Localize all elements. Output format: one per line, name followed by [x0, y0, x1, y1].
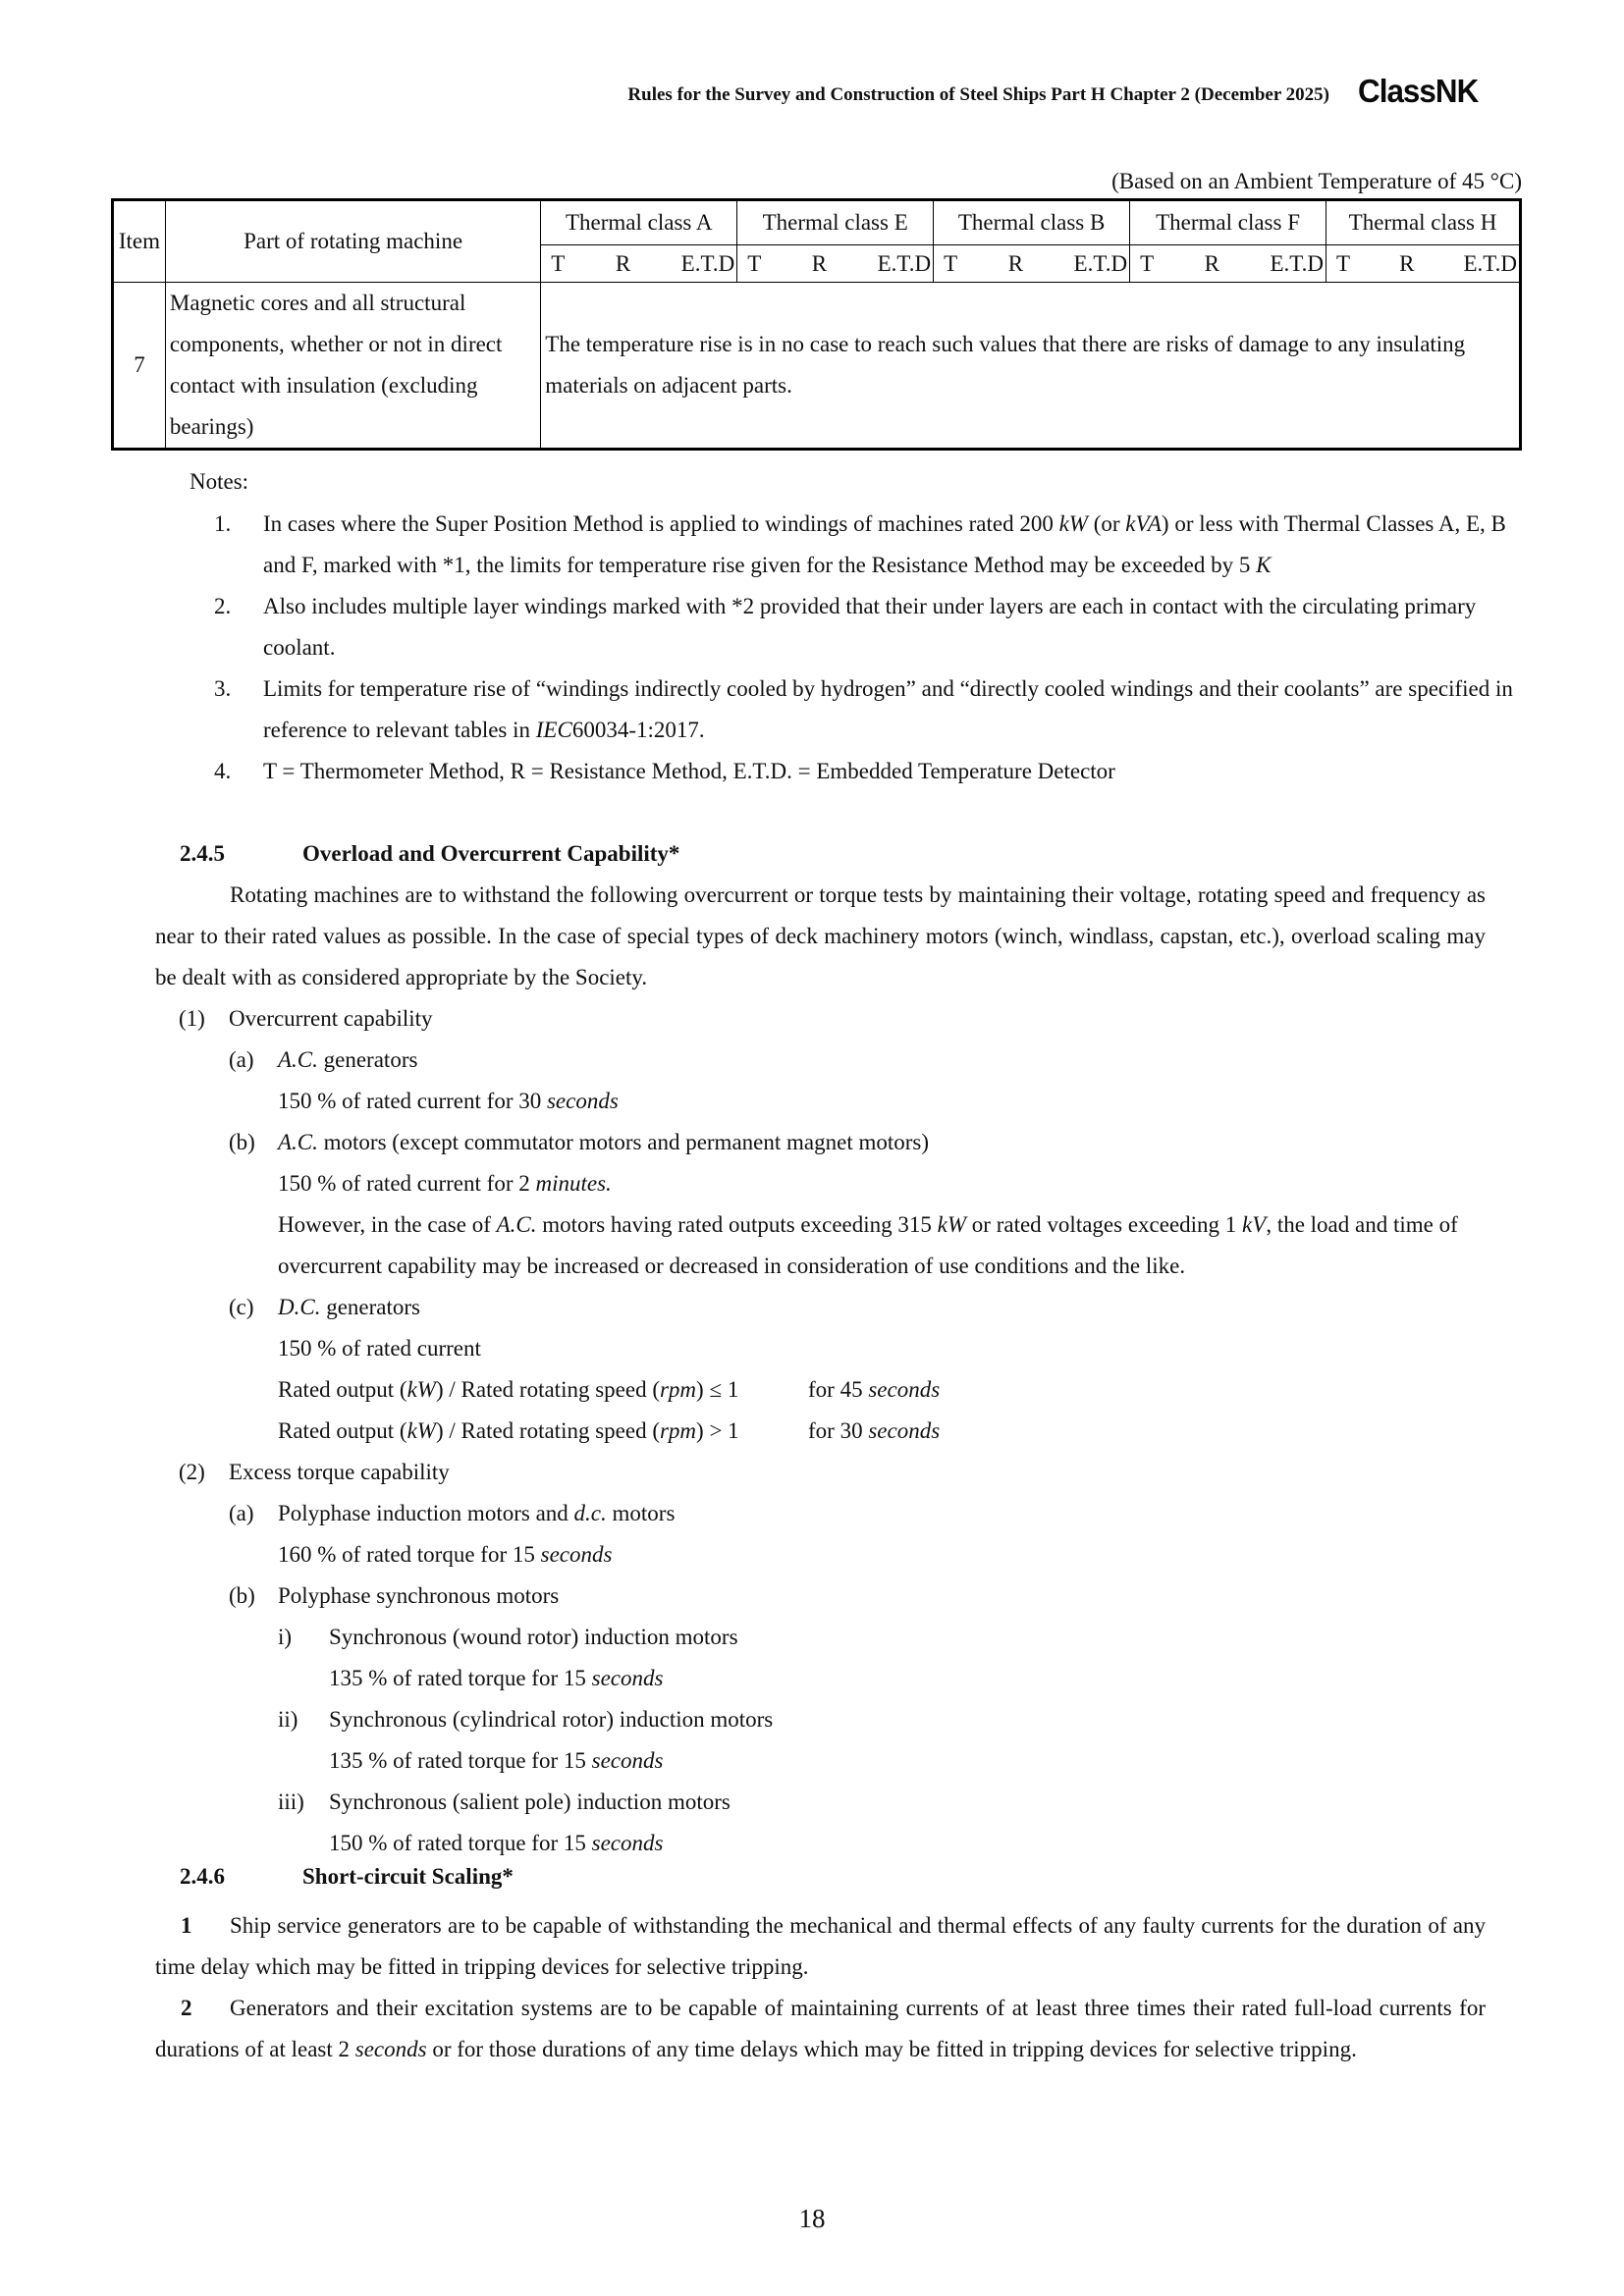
list-title: Excess torque capability	[229, 1460, 450, 1484]
header-thermal-class-b: Thermal class B	[934, 200, 1130, 245]
list-detail: 150 % of rated current for 2 minutes.	[278, 1171, 612, 1196]
list-number: iii)	[278, 1789, 304, 1814]
row-part-text: Magnetic cores and all structural components, whether or not in direct contact with insulation (excluding bearings)	[169, 291, 503, 439]
note-text: ) or less with Thermal Classes A, E, B and F, marked with *1, the limits for temperature rise given for the Resistance Method may be exceeded by 5	[263, 511, 1506, 577]
sub-etd: E.T.D	[1463, 250, 1517, 276]
note-text: Limits for temperature rise of “windings indirectly cooled by hydrogen” and “directly cooled windings and their coolants” are specified in reference to relevant tables in	[263, 676, 1513, 742]
list-number: (b)	[229, 1130, 255, 1154]
list-detail: 135 % of rated torque for 15 seconds	[329, 1666, 664, 1690]
header-thermal-class-a: Thermal class A	[541, 200, 737, 245]
list-detail: 150 % of rated current	[278, 1336, 481, 1361]
sub-t: T	[747, 250, 762, 276]
classnk-logo: ClassNK	[1358, 73, 1479, 109]
list-title: D.C. generators	[278, 1295, 420, 1319]
note-1	[214, 504, 1525, 586]
ratio-line-2: Rated output (kW) / Rated rotating speed (rpm) > 1	[278, 1418, 739, 1443]
subheader-class-b	[934, 245, 1130, 283]
paragraph-number: 1	[181, 1913, 192, 1938]
row-description-text: The temperature rise is in no case to reach such values that there are risks of damage to any insulating materials on adjacent parts.	[545, 332, 1466, 398]
list-title: Synchronous (salient pole) induction motors	[329, 1789, 731, 1814]
sub-etd: E.T.D	[1073, 250, 1128, 276]
subheader-class-h	[1326, 245, 1521, 283]
list-detail-paragraph: However, in the case of A.C. motors having rated outputs exceeding 315 kW or rated voltages exceeding 1 kV, the load and time of overcurrent capability may be increased or decreased in consideration of use conditions and the like.	[278, 1212, 1458, 1278]
sub-t: T	[1336, 250, 1351, 276]
notes-label: Notes:	[189, 469, 249, 494]
section-title-2-4-6: Short-circuit Scaling*	[302, 1864, 514, 1889]
note-3	[214, 668, 1525, 751]
sub-r: R	[1399, 250, 1415, 276]
page-number: 18	[798, 2204, 826, 2233]
list-title: A.C. motors (except commutator motors and permanent magnet motors)	[278, 1130, 930, 1154]
list-title: Synchronous (wound rotor) induction motors	[329, 1625, 738, 1649]
section-title-2-4-5: Overload and Overcurrent Capability*	[302, 841, 680, 866]
running-header-title: Rules for the Survey and Construction of Steel Ships Part H Chapter 2 (December 2025)	[627, 84, 1329, 105]
section-number-2-4-5: 2.4.5	[180, 841, 225, 866]
list-number: (c)	[229, 1295, 254, 1319]
section-intro-2-4-5: Rotating machines are to withstand the following overcurrent or torque tests by maintaining their voltage, rotating speed and frequency as near to their rated values as possible. In the case of special types of deck machinery motors (winch, windlass, capstan, etc.), overload scaling may be dealt with as considered appropriate by the Society.	[155, 882, 1486, 989]
temperature-rise-table	[111, 198, 1522, 451]
header-thermal-class-f: Thermal class F	[1130, 200, 1326, 245]
note-text: In cases where the Super Position Method is applied to windings of machines rated 200	[263, 511, 1059, 536]
iec-ref: IEC	[535, 718, 572, 742]
row-part	[165, 283, 540, 450]
sub-r: R	[1204, 250, 1219, 276]
unit-kva: kVA	[1125, 511, 1162, 536]
sub-r: R	[1007, 250, 1024, 276]
list-number: (b)	[229, 1583, 255, 1608]
subheader-class-a	[541, 245, 737, 283]
list-detail: 135 % of rated torque for 15 seconds	[329, 1748, 664, 1773]
list-number: ii)	[278, 1707, 298, 1732]
unit-kw: kW	[1058, 511, 1088, 536]
row-item: 7	[113, 283, 166, 450]
note-text: T = Thermometer Method, R = Resistance Method, E.T.D. = Embedded Temperature Detector	[263, 759, 1115, 783]
ratio-line-1: Rated output (kW) / Rated rotating speed (rpm) ≤ 1	[278, 1377, 739, 1402]
header-thermal-class-h: Thermal class H	[1326, 200, 1521, 245]
section-number-2-4-6: 2.4.6	[180, 1864, 225, 1889]
sub-etd: E.T.D	[877, 250, 932, 276]
list-title: Polyphase induction motors and d.c. motors	[278, 1501, 676, 1525]
unit-k: K	[1256, 553, 1272, 577]
list-detail: 160 % of rated torque for 15 seconds	[278, 1542, 613, 1567]
list-title: Polyphase synchronous motors	[278, 1583, 560, 1608]
list-number: i)	[278, 1625, 293, 1649]
header-part: Part of rotating machine	[165, 200, 540, 283]
note-number: 3.	[214, 676, 232, 701]
list-title: Synchronous (cylindrical rotor) induction motors	[329, 1707, 774, 1732]
list-number: (a)	[229, 1047, 254, 1072]
sub-r: R	[811, 250, 828, 276]
header-thermal-class-e: Thermal class E	[737, 200, 934, 245]
note-2	[214, 586, 1525, 668]
subheader-class-e	[737, 245, 934, 283]
note-number: 2.	[214, 594, 232, 618]
table-caption: (Based on an Ambient Temperature of 45 °C)	[1111, 169, 1522, 193]
sub-t: T	[1140, 250, 1155, 276]
list-number: (2)	[179, 1460, 205, 1484]
paragraph-number: 2	[181, 1996, 192, 2020]
sub-r: R	[615, 250, 631, 276]
note-number: 1.	[214, 511, 232, 536]
subheader-class-f	[1130, 245, 1326, 283]
list-detail: 150 % of rated torque for 15 seconds	[329, 1831, 664, 1855]
list-title: Overcurrent capability	[229, 1006, 433, 1031]
paragraph-1: 1 Ship service generators are to be capable of withstanding the mechanical and thermal effects of any faulty currents for the duration of any time delay which may be fitted in tripping devices for selective tripping.	[155, 1905, 1486, 1988]
list-detail: 150 % of rated current for 30 seconds	[278, 1089, 619, 1113]
note-text: 60034-1:2017.	[571, 718, 705, 742]
paragraph-2: 2 Generators and their excitation systems are to be capable of maintaining currents of at least three times their rated full-load currents for durations of at least 2 seconds or for those durations of any time delays which may be fitted in tripping devices for selective tripping.	[155, 1988, 1486, 2070]
list-number: (a)	[229, 1501, 254, 1525]
row-description	[541, 283, 1521, 450]
sub-t: T	[551, 250, 566, 276]
ratio-duration-2: for 30 seconds	[808, 1418, 941, 1443]
note-4	[214, 751, 1525, 792]
header-item: Item	[113, 200, 166, 283]
sub-etd: E.T.D	[680, 250, 735, 276]
list-number: (1)	[179, 1006, 205, 1031]
sub-t: T	[944, 250, 958, 276]
list-title: A.C. generators	[278, 1047, 418, 1072]
note-number: 4.	[214, 759, 232, 783]
note-text: (or	[1087, 511, 1126, 536]
ratio-duration-1: for 45 seconds	[808, 1377, 941, 1402]
note-text: Also includes multiple layer windings marked with *2 provided that their under layers are each in contact with the circulating primary coolant.	[263, 594, 1477, 660]
sub-etd: E.T.D	[1270, 250, 1324, 276]
